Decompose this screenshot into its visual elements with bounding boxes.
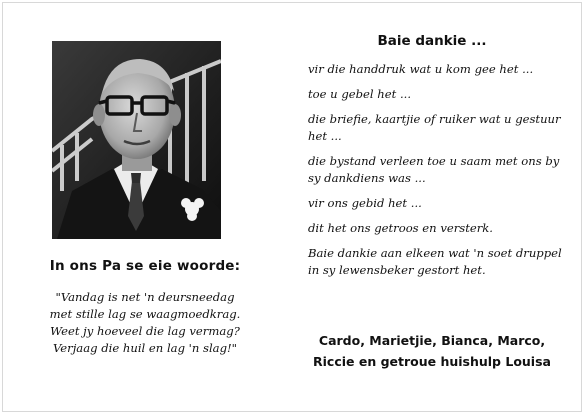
signoff-line: Riccie en getroue huishulp Louisa xyxy=(313,354,551,369)
signoff-line: Cardo, Marietjie, Bianca, Marco, xyxy=(318,333,546,348)
left-title: In ons Pa se eie woorde: xyxy=(49,258,241,274)
thanks-line: die bystand verleen toe u saam met ons by sy dankdiens was ... xyxy=(308,154,560,185)
thanks-line: die briefie, kaartjie of ruiker wat u gestuur het ... xyxy=(308,112,561,143)
poem-line: Weet jy hoeveel die lag vermag? xyxy=(50,324,240,338)
thanks-line: vir ons gebid het ... xyxy=(308,196,422,210)
thanks-line: toe u gebel het ... xyxy=(308,87,412,101)
thanks-list xyxy=(308,61,570,287)
thanks-line: Baie dankie aan elkeen wat 'n soet druppel in sy lewensbeker gestort het. xyxy=(308,246,562,277)
thanks-line: vir die handdruk wat u kom gee het ... xyxy=(308,62,534,76)
poem-line: Verjaag die huil en lag 'n slag!" xyxy=(52,341,237,355)
thanks-line: dit het ons getroos en versterk. xyxy=(308,221,493,235)
poem-line: "Vandag is net 'n deursneedag xyxy=(55,290,235,304)
poem-line: met stille lag se waagmoedkrag. xyxy=(49,307,241,321)
signoff xyxy=(300,330,564,372)
portrait-photo xyxy=(52,41,221,239)
poem xyxy=(20,289,270,357)
right-title: Baie dankie ... xyxy=(377,33,487,49)
portrait-image xyxy=(52,41,221,239)
